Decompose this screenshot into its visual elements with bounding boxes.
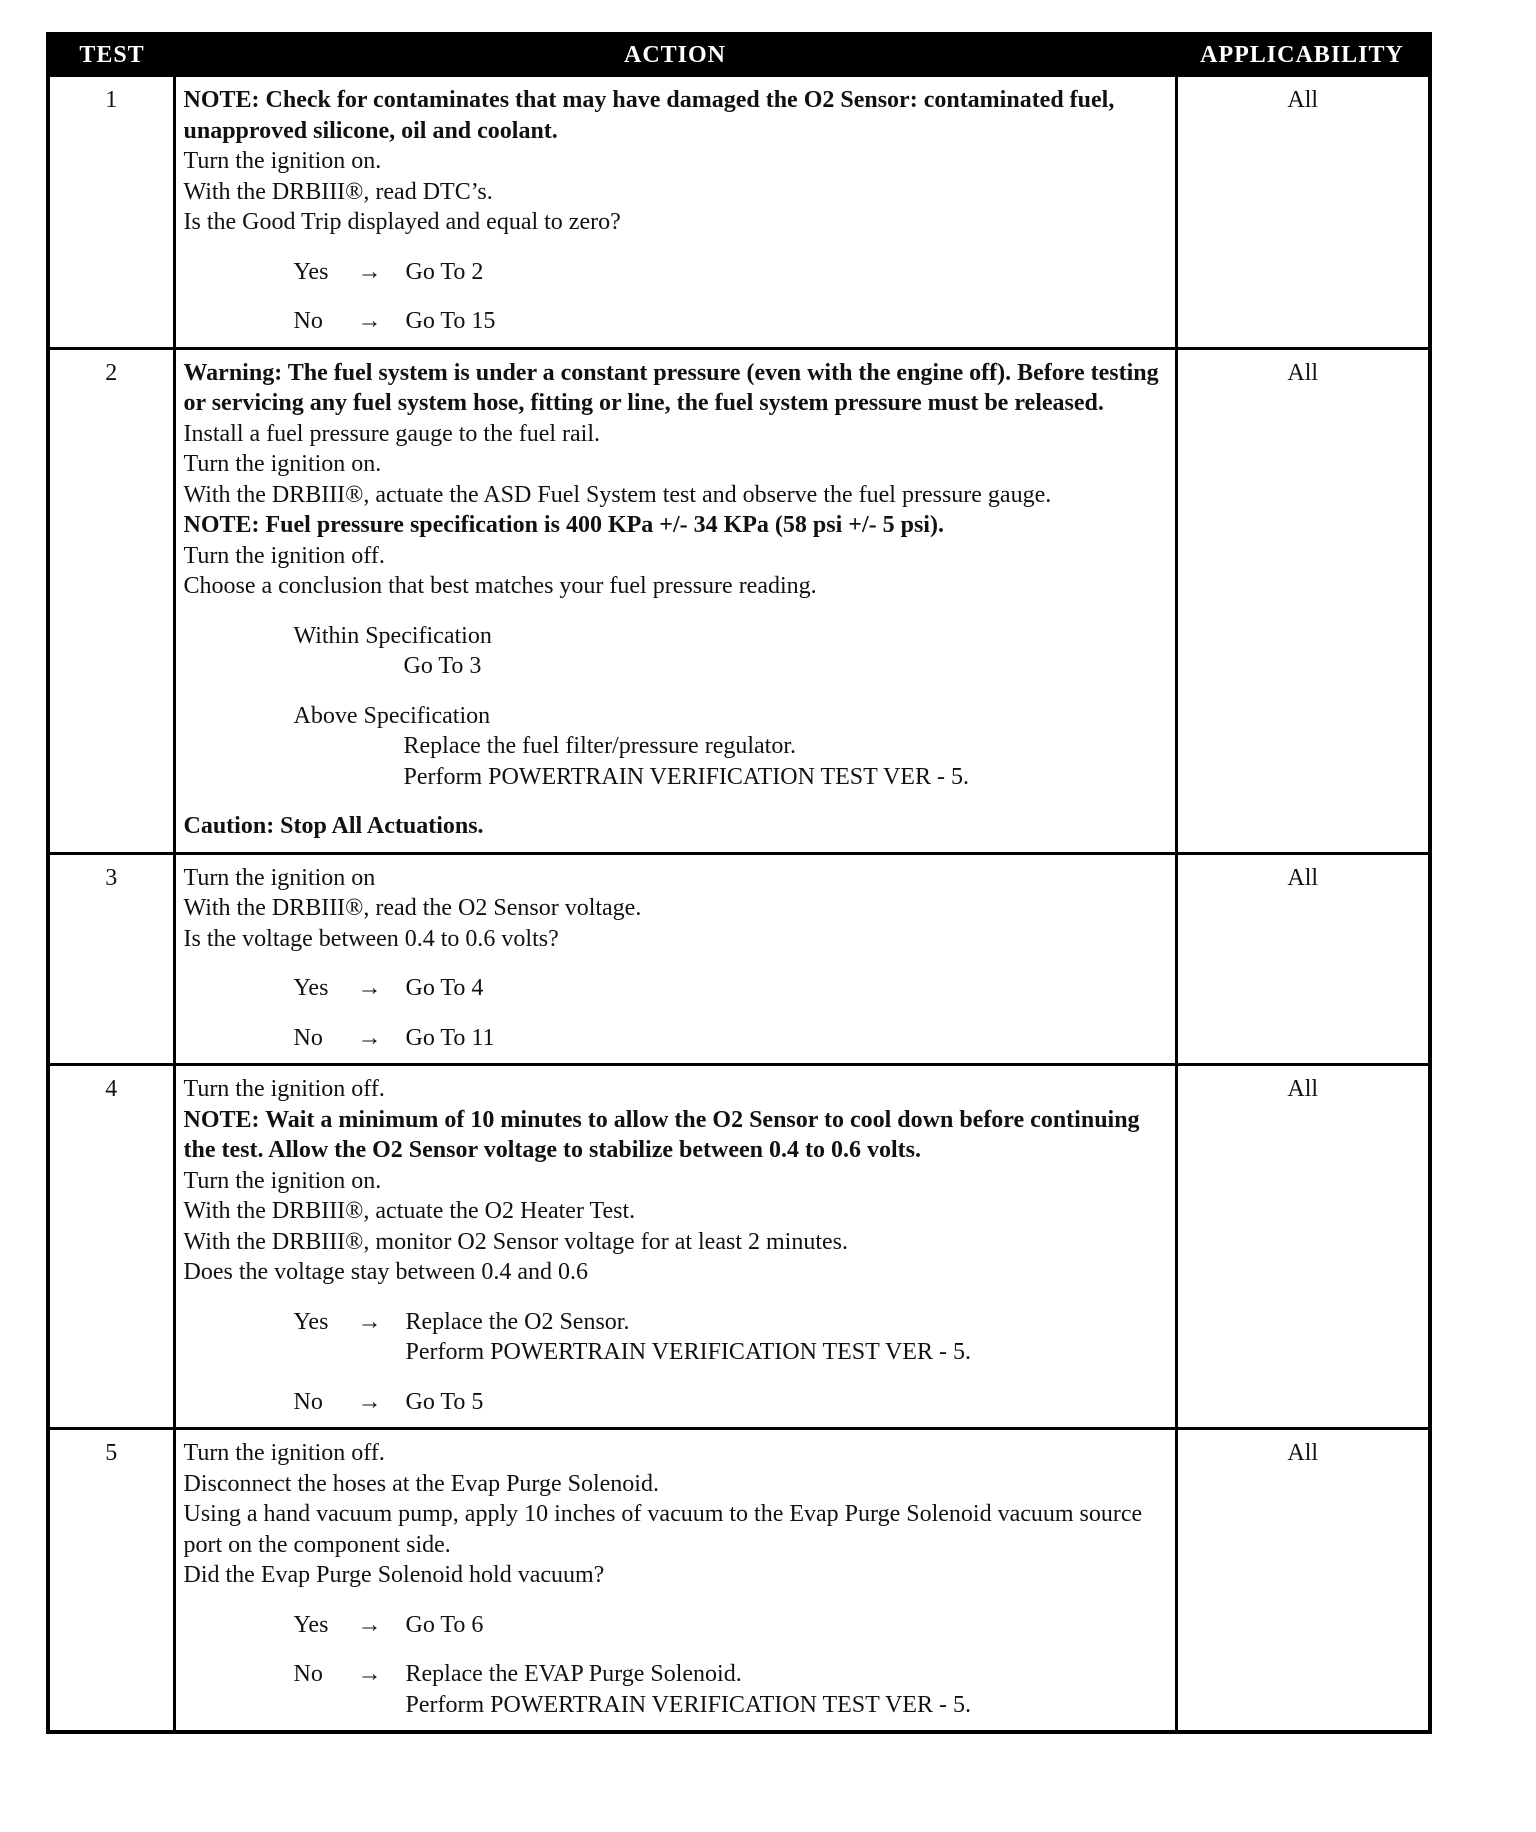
- answer-label: Yes: [293, 258, 329, 285]
- step-text: Turn the ignition on: [183, 864, 376, 891]
- applicability-value: All: [1176, 853, 1430, 1065]
- spacer: [184, 682, 1167, 701]
- step-text: Turn the ignition on.: [183, 148, 382, 174]
- answer-result: Replace the EVAP Purge Solenoid.: [405, 1661, 742, 1687]
- answer-result: Perform POWERTRAIN VERIFICATION TEST VER - 5.: [405, 1691, 971, 1718]
- arrow-icon: →: [357, 258, 382, 285]
- action-cell: [174, 853, 1176, 1065]
- answer-label: No: [293, 1661, 323, 1687]
- diagnostic-test-table: [46, 32, 1432, 1734]
- answer-label: No: [293, 308, 323, 334]
- arrow-icon: →: [357, 1388, 382, 1415]
- test-number: 4: [48, 1065, 174, 1429]
- step-text: Is the voltage between 0.4 to 0.6 volts?: [183, 925, 559, 952]
- answer-line: [184, 1690, 1167, 1721]
- note-text: NOTE: Wait a minimum of 10 minutes to allow the O2 Sensor to cool down before continuing the test. Allow the O2 Sensor voltage to stabilize between 0.4 to 0.6 volts.: [183, 1106, 1140, 1163]
- step-text: Disconnect the hoses at the Evap Purge Solenoid.: [183, 1470, 659, 1497]
- answer-label-blank: [294, 1337, 358, 1368]
- step-text: Is the Good Trip displayed and equal to zero?: [183, 209, 621, 235]
- note-text: Warning: The fuel system is under a constant pressure (even with the engine off). Before testing or servicing any fuel system hose, fitting or line, the fuel system pressure must be released.: [183, 359, 1159, 416]
- spacer: [184, 1640, 1167, 1659]
- spacer: [184, 1368, 1167, 1387]
- header-test: TEST: [48, 34, 174, 76]
- spacer: [184, 1004, 1167, 1023]
- answer-result: Go To 11: [405, 1024, 495, 1051]
- step-text: With the DRBIII®, actuate the ASD Fuel System test and observe the fuel pressure gauge.: [183, 481, 1052, 508]
- table-row: [48, 348, 1430, 853]
- table-row: [48, 76, 1430, 349]
- test-number: 5: [48, 1429, 174, 1733]
- spacer: [184, 238, 1167, 257]
- step-text: Turn the ignition on.: [183, 1167, 382, 1194]
- conclusion-result: Perform POWERTRAIN VERIFICATION TEST VER - 5.: [403, 763, 969, 790]
- conclusion: [184, 701, 1167, 793]
- action-cell: [174, 1065, 1176, 1429]
- step-text: Turn the ignition on.: [183, 451, 382, 477]
- step-text: Turn the ignition off.: [183, 1076, 385, 1102]
- spacer: [184, 1288, 1167, 1307]
- step-text: Choose a conclusion that best matches your fuel pressure reading.: [183, 573, 817, 599]
- note-text: NOTE: Check for contaminates that may have damaged the O2 Sensor: contaminated fuel, unapproved silicone, oil and coolant.: [183, 87, 1115, 144]
- answer-label: Yes: [293, 1611, 329, 1638]
- answer-line: [184, 1337, 1167, 1368]
- answer-result: Go To 2: [405, 258, 484, 285]
- table-row: [48, 1429, 1430, 1733]
- answer-line: [184, 1023, 1167, 1054]
- table-header-row: [48, 34, 1430, 76]
- answer-label: No: [293, 1024, 323, 1051]
- table-row: [48, 853, 1430, 1065]
- answer-label: Yes: [293, 1308, 329, 1335]
- answer-result: Perform POWERTRAIN VERIFICATION TEST VER - 5.: [405, 1339, 971, 1365]
- conclusion: [184, 621, 1167, 682]
- header-applicability: APPLICABILITY: [1176, 34, 1430, 76]
- answer-label: No: [293, 1388, 323, 1415]
- test-number: 3: [48, 853, 174, 1065]
- table-body: [48, 76, 1430, 1733]
- conclusion-label: Above Specification: [293, 702, 491, 729]
- arrow-icon: →: [357, 308, 382, 334]
- spacer: [184, 1591, 1167, 1610]
- answer-result: Go To 5: [405, 1388, 484, 1415]
- test-number: 1: [48, 76, 174, 349]
- arrow-icon: →: [357, 975, 382, 1001]
- conclusion-result: Go To 3: [403, 653, 482, 679]
- caution-text: Caution: Stop All Actuations.: [183, 813, 484, 839]
- action-cell: [174, 1429, 1176, 1733]
- arrow-blank: [358, 1690, 406, 1721]
- answer-result: Replace the O2 Sensor.: [405, 1308, 630, 1335]
- answer-line: [184, 973, 1167, 1004]
- header-action: ACTION: [174, 34, 1176, 76]
- table-row: [48, 1065, 1430, 1429]
- spacer: [184, 954, 1167, 973]
- step-text: With the DRBIII®, read DTC’s.: [183, 178, 493, 205]
- step-text: Does the voltage stay between 0.4 and 0.6: [183, 1259, 589, 1285]
- spacer: [184, 287, 1167, 306]
- applicability-value: All: [1176, 348, 1430, 853]
- answer-result: Go To 6: [405, 1611, 484, 1638]
- applicability-value: All: [1176, 1065, 1430, 1429]
- answer-label: Yes: [293, 975, 329, 1001]
- answer-result: Go To 4: [405, 975, 484, 1001]
- spacer: [184, 602, 1167, 621]
- step-text: Turn the ignition off.: [183, 1440, 385, 1466]
- step-text: With the DRBIII®, monitor O2 Sensor voltage for at least 2 minutes.: [183, 1228, 848, 1255]
- test-number: 2: [48, 348, 174, 853]
- answer-line: [184, 1610, 1167, 1641]
- action-cell: [174, 348, 1176, 853]
- arrow-icon: →: [357, 1308, 382, 1335]
- applicability-value: All: [1176, 1429, 1430, 1733]
- answer-label-blank: [294, 1690, 358, 1721]
- step-text: Install a fuel pressure gauge to the fuel rail.: [183, 420, 601, 447]
- step-text: Turn the ignition off.: [183, 542, 385, 569]
- step-text: Using a hand vacuum pump, apply 10 inches of vacuum to the Evap Purge Solenoid vacuum source port on the component side.: [183, 1501, 1143, 1558]
- action-cell: [174, 76, 1176, 349]
- arrow-blank: [358, 1337, 406, 1368]
- answer-line: [184, 1307, 1167, 1338]
- answer-line: [184, 257, 1167, 288]
- applicability-value: All: [1176, 76, 1430, 349]
- step-text: With the DRBIII®, actuate the O2 Heater Test.: [183, 1198, 636, 1224]
- arrow-icon: →: [357, 1024, 382, 1051]
- note-text: NOTE: Fuel pressure specification is 400 KPa +/- 34 KPa (58 psi +/- 5 psi).: [183, 512, 944, 538]
- answer-line: [184, 306, 1167, 337]
- conclusion-label: Within Specification: [293, 622, 492, 649]
- step-text: With the DRBIII®, read the O2 Sensor voltage.: [183, 895, 642, 921]
- spacer: [184, 792, 1167, 811]
- answer-line: [184, 1659, 1167, 1690]
- answer-line: [184, 1387, 1167, 1418]
- step-text: Did the Evap Purge Solenoid hold vacuum?: [183, 1562, 605, 1588]
- arrow-icon: →: [357, 1611, 382, 1638]
- arrow-icon: →: [357, 1661, 382, 1687]
- answer-result: Go To 15: [405, 308, 496, 334]
- conclusion-result: Replace the fuel filter/pressure regulator.: [403, 733, 796, 759]
